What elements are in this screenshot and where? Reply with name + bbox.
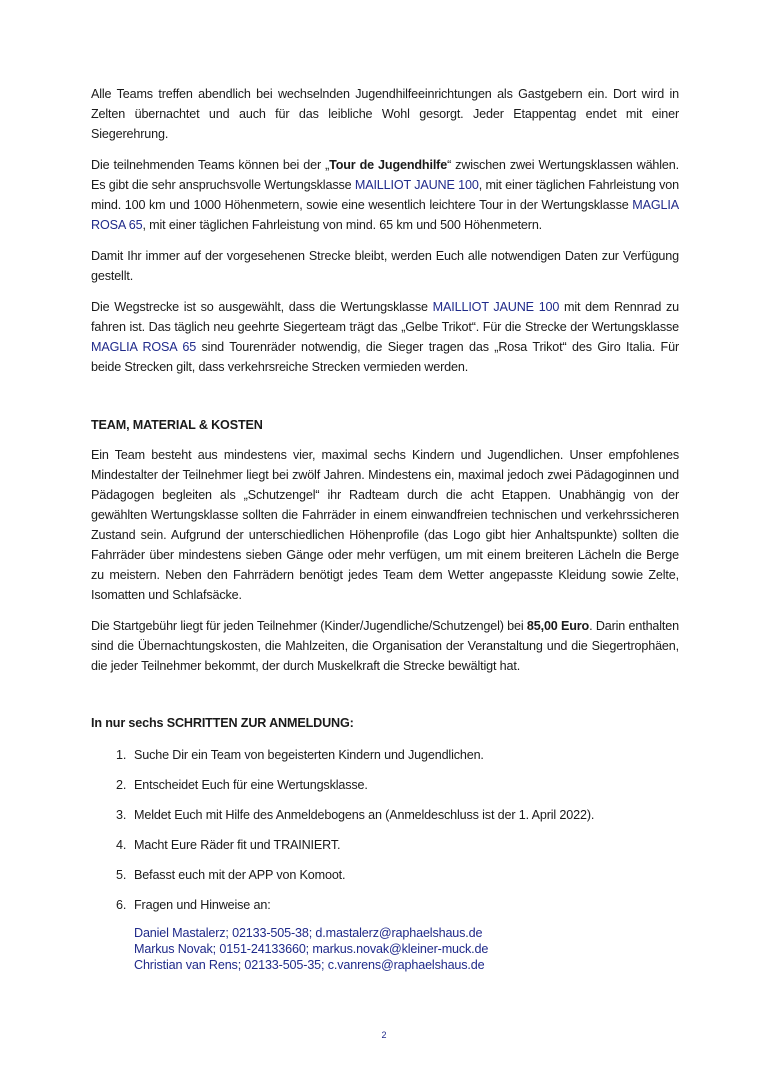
text-run: Die teilnehmenden Teams können bei der „ bbox=[91, 158, 330, 172]
start-fee: 85,00 Euro bbox=[526, 619, 590, 633]
step-number: 3. bbox=[116, 808, 127, 822]
step-text: Macht Eure Räder fit und TRAINIERT. bbox=[134, 838, 341, 852]
class-maglia-rosa: MAGLIA ROSA 65 bbox=[91, 340, 197, 354]
step-text: Fragen und Hinweise an: bbox=[134, 898, 271, 912]
step-text: Suche Dir ein Team von begeisterten Kindern und Jugendlichen. bbox=[134, 748, 484, 762]
intro-paragraph-2 bbox=[91, 155, 679, 235]
text-run: , mit einer täglichen Fahrleistung von mind. 100 km und 1000 Höhenmetern, sowie eine wesentlich leichtere Tour in der Wertungsklasse bbox=[91, 178, 680, 212]
step-item bbox=[91, 835, 679, 855]
text-run: . Darin enthalten sind die Übernachtungskosten, die Mahlzeiten, die Organisation der Veranstaltung und die Siegertrophäen, die jeder Teilnehmer bekommt, der durch Muskelkraft die Strecke bewältigt hat. bbox=[91, 619, 679, 673]
text-run: Die Startgebühr liegt für jeden Teilnehmer (Kinder/Jugendliche/Schutzengel) bei bbox=[91, 619, 527, 633]
spacer bbox=[91, 687, 679, 713]
step-number: 4. bbox=[116, 838, 127, 852]
team-heading: TEAM, MATERIAL & KOSTEN bbox=[91, 418, 263, 432]
step-text: Meldet Euch mit Hilfe des Anmeldebogens an (Anmeldeschluss ist der 1. April 2022). bbox=[134, 808, 595, 822]
tour-name: Tour de Jugendhilfe bbox=[329, 158, 448, 172]
contact-daniel-mastalerz[interactable]: Daniel Mastalerz; 02133-505-38; d.mastalerz@raphaelshaus.de bbox=[134, 926, 483, 940]
intro-paragraph-1: Alle Teams treffen abendlich bei wechselnden Jugendhilfeeinrichtungen als Gastgebern ein. Dort wird in Zelten übernachtet und auch für das leibliche Wohl gesorgt. Jeder Etappentag endet mit einer Siegerehrung. bbox=[91, 87, 679, 141]
text-run: , mit einer täglichen Fahrleistung von mind. 65 km und 500 Höhenmetern. bbox=[142, 218, 543, 232]
contact-list bbox=[91, 925, 679, 973]
step-item bbox=[91, 865, 679, 885]
step-item bbox=[91, 895, 679, 915]
step-number: 2. bbox=[116, 778, 127, 792]
class-maillot-jaune: MAILLIOT JAUNE 100 bbox=[432, 300, 560, 314]
step-text: Befasst euch mit der APP von Komoot. bbox=[134, 868, 346, 882]
class-maglia-rosa: MAGLIA ROSA 65 bbox=[91, 198, 679, 232]
steps-list bbox=[91, 745, 679, 915]
text-run: mit dem Rennrad zu fahren ist. Das täglich neu geehrte Siegerteam trägt das „Gelbe Trikot“. Für die Strecke der Wertungsklasse bbox=[91, 300, 679, 334]
steps-heading: In nur sechs SCHRITTEN ZUR ANMELDUNG: bbox=[91, 716, 354, 730]
contact-christian-van-rens[interactable]: Christian van Rens; 02133-505-35; c.vanrens@raphaelshaus.de bbox=[134, 958, 485, 972]
text-run: Die Wegstrecke ist so ausgewählt, dass die Wertungsklasse bbox=[91, 300, 433, 314]
team-paragraph-1: Ein Team besteht aus mindestens vier, maximal sechs Kindern und Jugendlichen. Unser empfohlenes Mindestalter der Teilnehmer liegt bei zwölf Jahren. Mindestens ein, maximal jedoch zwei Pädagoginnen und Pädagogen begleiten als „Schutzengel“ ihr Radteam durch die acht Etappen. Unabhängig von der gewählten Wertungsklasse sollten die Fahrräder in einem einwandfreien technischen und verkehrssicheren Zustand sein. Aufgrund der unterschiedlichen Höhenprofile (das Logo gibt hier Anhaltspunkte) sollten die Fahrräder über mindestens sieben Gänge oder mehr verfügen, um mit einem breiteren Lächeln die Berge zu meistern. Neben den Fahrrädern benötigt jedes Team dem Wetter angepasste Kleidung sowie Zelte, Isomatten und Schlafsäcke. bbox=[91, 448, 679, 602]
spacer bbox=[91, 388, 679, 415]
step-number: 1. bbox=[116, 748, 127, 762]
intro-paragraph-4 bbox=[91, 297, 679, 377]
team-paragraph-2 bbox=[91, 616, 679, 676]
step-item bbox=[91, 745, 679, 765]
step-item bbox=[91, 805, 679, 825]
step-text: Entscheidet Euch für eine Wertungsklasse. bbox=[134, 778, 368, 792]
step-item bbox=[91, 775, 679, 795]
class-maillot-jaune: MAILLIOT JAUNE 100 bbox=[354, 178, 479, 192]
step-number: 5. bbox=[116, 868, 127, 882]
step-number: 6. bbox=[116, 898, 127, 912]
text-run: “ zwischen zwei Wertungsklassen wählen. Es gibt die sehr anspruchsvolle Wertungsklasse bbox=[91, 158, 679, 192]
contact-markus-novak[interactable]: Markus Novak; 0151-24133660; markus.novak@kleiner-muck.de bbox=[134, 942, 489, 956]
page-number: 2 bbox=[381, 1030, 387, 1040]
intro-paragraph-3: Damit Ihr immer auf der vorgesehenen Strecke bleibt, werden Euch alle notwendigen Daten zur Verfügung gestellt. bbox=[91, 249, 679, 283]
document-page bbox=[91, 84, 679, 973]
text-run: sind Tourenräder notwendig, die Sieger tragen das „Rosa Trikot“ des Giro Italia. Für beide Strecken gilt, dass verkehrsreiche Strecken vermieden werden. bbox=[91, 340, 679, 374]
